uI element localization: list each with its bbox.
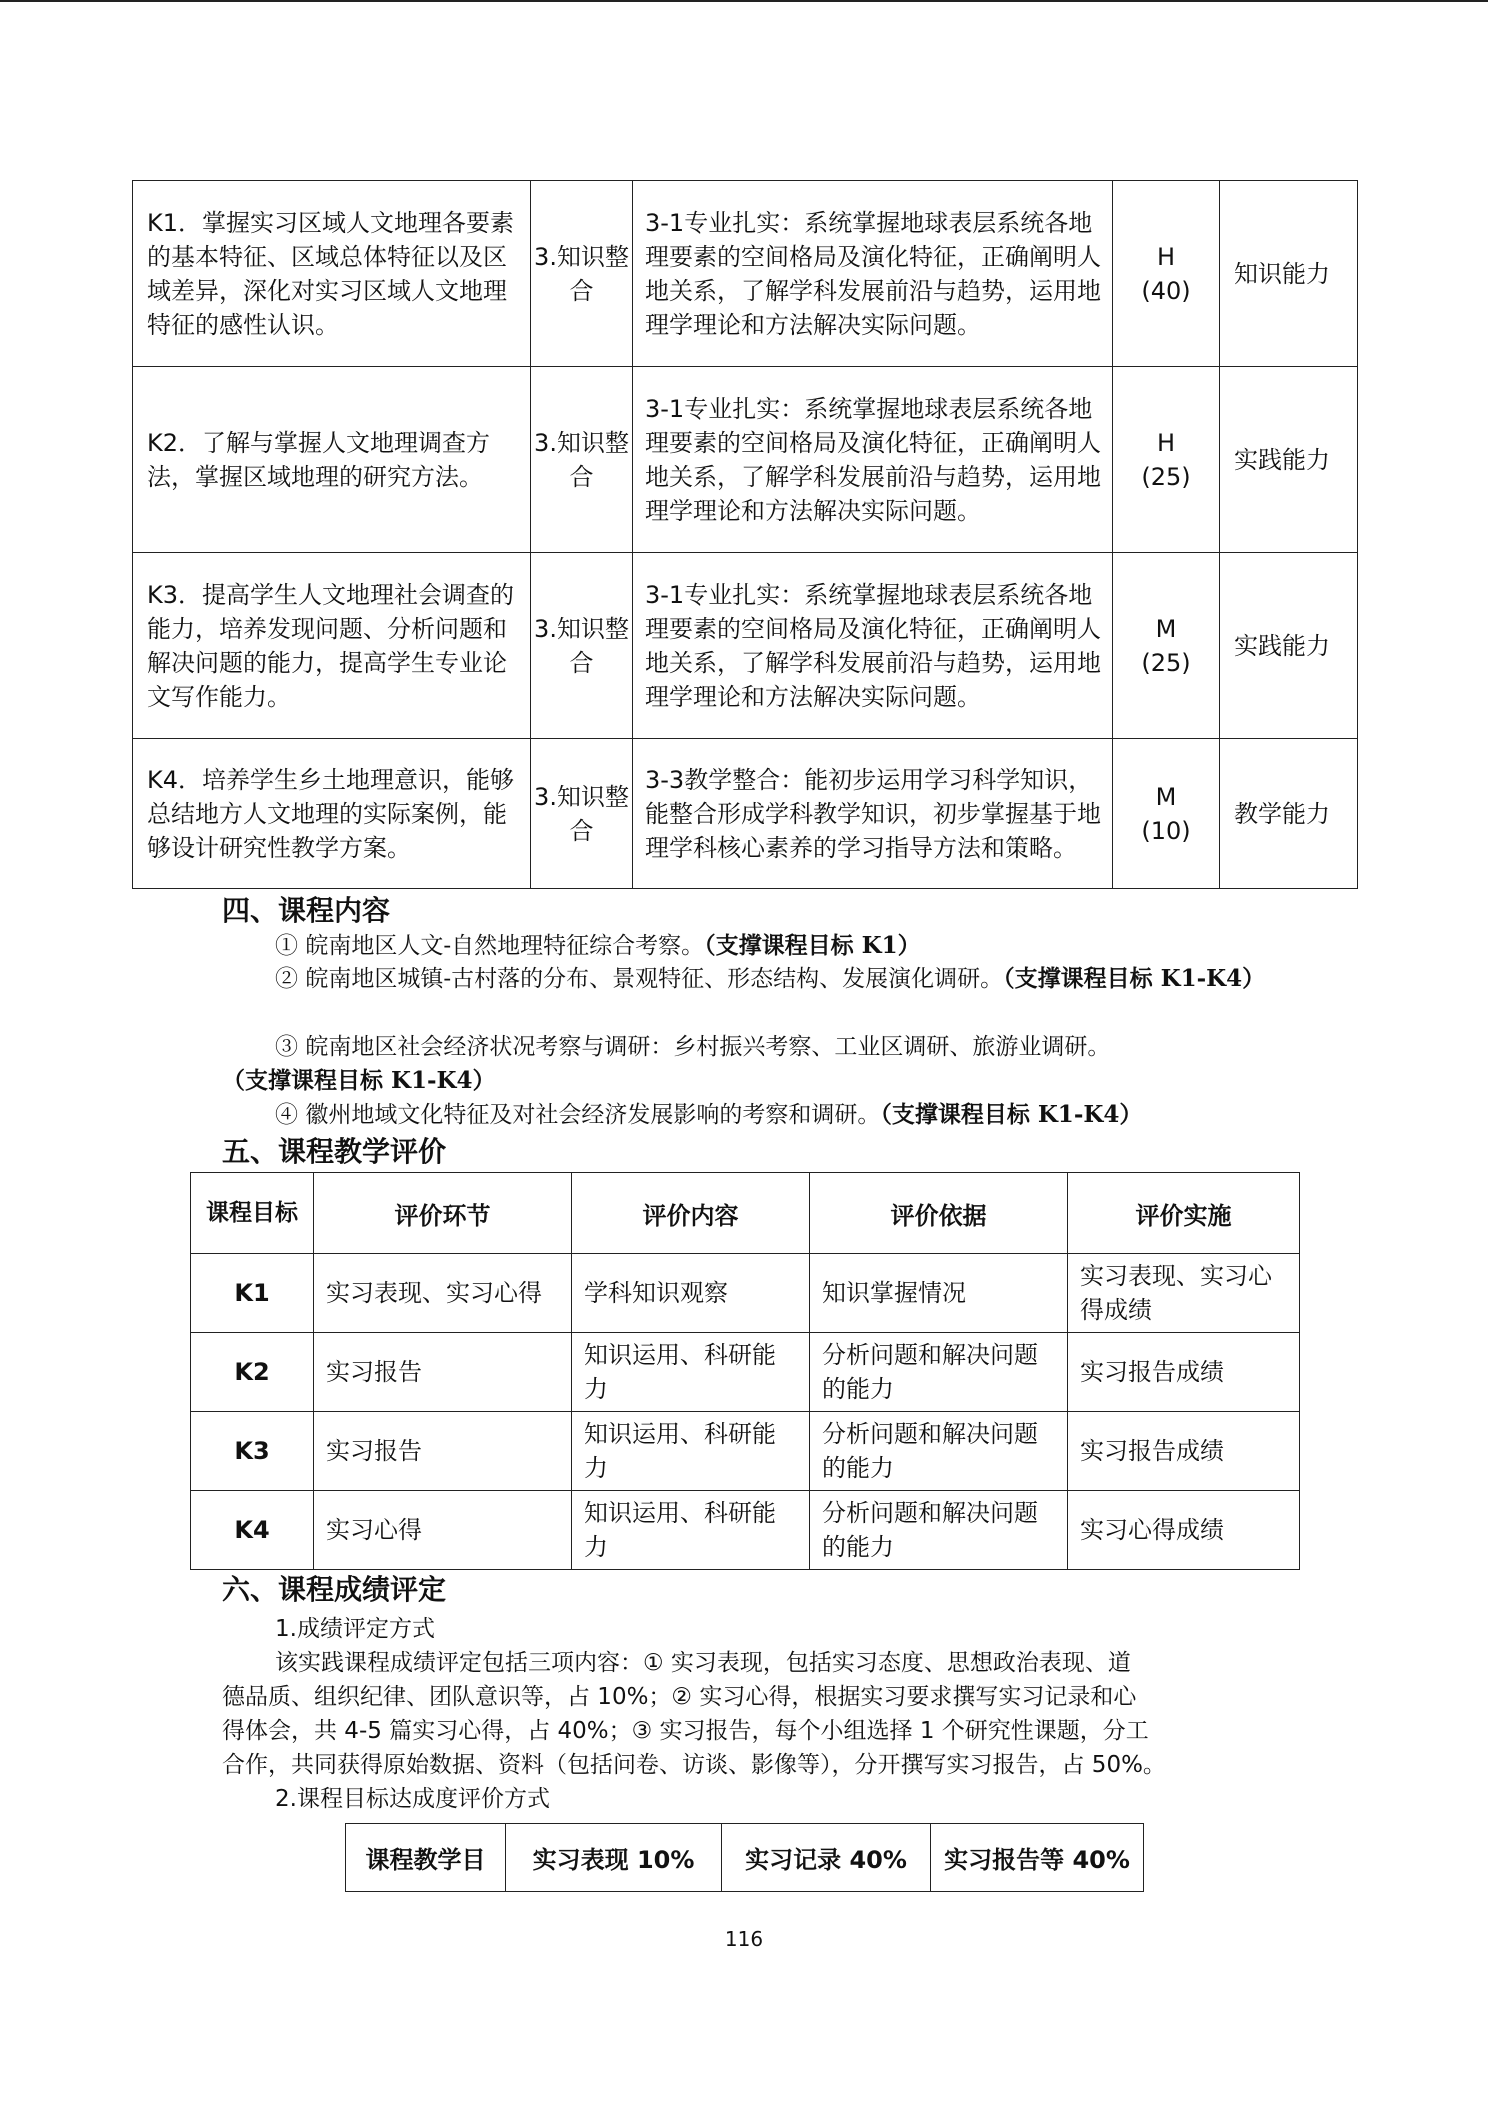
stage-cell: 实习报告	[314, 1412, 572, 1491]
item-text: 皖南地区人文-自然地理特征综合考察。	[305, 933, 705, 959]
table-row	[191, 1412, 1300, 1491]
table-header-row	[346, 1824, 1144, 1892]
table-header-row	[191, 1173, 1300, 1254]
table-row	[191, 1254, 1300, 1333]
content-cell: 知识运用、科研能力	[572, 1412, 810, 1491]
table-row	[133, 739, 1358, 889]
column-header: 课程教学目	[346, 1824, 506, 1892]
column-header: 实习报告等 40%	[931, 1824, 1144, 1892]
section-title-grading: 六、课程成绩评定	[222, 1573, 447, 1606]
implementation-cell: 实习表现、实习心得成绩	[1068, 1254, 1300, 1333]
column-header: 实习表现 10%	[506, 1824, 722, 1892]
weight-value: (25)	[1141, 648, 1191, 677]
weight-value: (25)	[1141, 462, 1191, 491]
objective-cell: K4．培养学生乡土地理意识，能够总结地方人文地理的实际案例，能够设计研究性教学方案。	[133, 739, 531, 889]
objective-code: K2	[191, 1333, 314, 1412]
implementation-cell: 实习报告成绩	[1068, 1412, 1300, 1491]
requirement-cell: 3-1专业扎实：系统掌握地球表层系统各地理要素的空间格局及演化特征，正确阐明人地关系，了解学科发展前沿与趋势，运用地理学理论和方法解决实际问题。	[633, 181, 1113, 367]
weight-value: (40)	[1141, 276, 1191, 305]
ability-cell: 实践能力	[1220, 367, 1358, 553]
objective-cell: K3．提高学生人文地理社会调查的能力，培养发现问题、分析问题和解决问题的能力，提高学生专业论文写作能力。	[133, 553, 531, 739]
table-row	[191, 1333, 1300, 1412]
level-value: M	[1155, 614, 1177, 643]
table-row	[133, 553, 1358, 739]
item-number: ④	[275, 1102, 298, 1128]
level-cell	[1113, 181, 1220, 367]
content-cell: 学科知识观察	[572, 1254, 810, 1333]
ability-cell: 实践能力	[1220, 553, 1358, 739]
content-cell: 知识运用、科研能力	[572, 1333, 810, 1412]
table-row	[191, 1491, 1300, 1570]
basis-cell: 分析问题和解决问题的能力	[810, 1412, 1068, 1491]
item-number: ①	[275, 933, 298, 959]
item-number: ②	[275, 966, 298, 992]
implementation-cell: 实习报告成绩	[1068, 1333, 1300, 1412]
requirement-cell: 3-1专业扎实：系统掌握地球表层系统各地理要素的空间格局及演化特征，正确阐明人地关系，了解学科发展前沿与趋势，运用地理学理论和方法解决实际问题。	[633, 553, 1113, 739]
paragraph-line: 合作，共同获得原始数据、资料（包括问卷、访谈、影像等），分开撰写实习报告，占 50%。	[222, 1752, 1166, 1778]
attainment-table	[345, 1823, 1144, 1892]
objective-cell: K1．掌握实习区域人文地理各要素的基本特征、区域总体特征以及区域差异，深化对实习区域人文地理特征的感性认识。	[133, 181, 531, 367]
content-item-4	[275, 1098, 1142, 1132]
content-cell: 知识运用、科研能力	[572, 1491, 810, 1570]
paragraph-line: 德品质、组织纪律、团队意识等，占 10%；② 实习心得，根据实习要求撰写实习记录和心	[222, 1684, 1137, 1710]
objective-cell: K2．了解与掌握人文地理调查方法，掌握区域地理的研究方法。	[133, 367, 531, 553]
level-value: M	[1155, 782, 1177, 811]
ability-cell: 教学能力	[1220, 739, 1358, 889]
level-cell	[1113, 739, 1220, 889]
section-title-evaluation: 五、课程教学评价	[222, 1135, 447, 1168]
level-value: H	[1156, 242, 1176, 271]
item-text: 皖南地区城镇-古村落的分布、景观特征、形态结构、发展演化调研。	[305, 966, 1004, 992]
table-row	[133, 367, 1358, 553]
requirement-cell: 3-3教学整合：能初步运用学习科学知识，能整合形成学科教学知识，初步掌握基于地理学科核心素养的学习指导方法和策略。	[633, 739, 1113, 889]
content-item-3	[275, 1031, 1110, 1064]
objective-code: K1	[191, 1254, 314, 1333]
column-header: 评价实施	[1068, 1173, 1300, 1254]
ability-cell: 知识能力	[1220, 181, 1358, 367]
paragraph-line: 得体会，共 4-5 篇实习心得，占 40%；③ 实习报告，每个小组选择 1 个研究性课题，分工	[222, 1718, 1149, 1744]
basis-cell: 知识掌握情况	[810, 1254, 1068, 1333]
item-support: （支撑课程目标 K1）	[704, 932, 921, 959]
objective-code: K3	[191, 1412, 314, 1491]
paragraph-line: 该实践课程成绩评定包括三项内容：① 实习表现，包括实习态度、思想政治表现、道	[275, 1650, 1131, 1676]
requirement-cell: 3-1专业扎实：系统掌握地球表层系统各地理要素的空间格局及演化特征，正确阐明人地关系，了解学科发展前沿与趋势，运用地理学理论和方法解决实际问题。	[633, 367, 1113, 553]
top-rule	[0, 0, 1488, 2]
level-value: H	[1156, 428, 1176, 457]
subheading-grading-method: 1.成绩评定方式	[275, 1616, 435, 1642]
column-header: 评价环节	[314, 1173, 572, 1254]
indicator-cell: 3.知识整合	[531, 553, 633, 739]
content-item-1	[275, 929, 921, 963]
item-support: （支撑课程目标 K1-K4）	[880, 1101, 1143, 1128]
column-header: 评价依据	[810, 1173, 1068, 1254]
column-header: 评价内容	[572, 1173, 810, 1254]
section-title-content: 四、课程内容	[222, 894, 391, 927]
basis-cell: 分析问题和解决问题的能力	[810, 1333, 1068, 1412]
indicator-cell: 3.知识整合	[531, 739, 633, 889]
evaluation-table	[190, 1172, 1300, 1570]
item-support: （支撑课程目标 K1-K4）	[222, 1067, 496, 1094]
column-header: 实习记录 40%	[722, 1824, 931, 1892]
level-cell	[1113, 553, 1220, 739]
item-text: 皖南地区社会经济状况考察与调研：乡村振兴考察、工业区调研、旅游业调研。	[305, 1034, 1111, 1060]
stage-cell: 实习心得	[314, 1491, 572, 1570]
item-text: 徽州地域文化特征及对社会经济发展影响的考察和调研。	[305, 1102, 881, 1128]
subheading-attainment-method: 2.课程目标达成度评价方式	[275, 1786, 550, 1812]
column-header: 课程目标	[191, 1173, 314, 1254]
indicator-cell: 3.知识整合	[531, 181, 633, 367]
table-row	[133, 181, 1358, 367]
level-cell	[1113, 367, 1220, 553]
weight-value: (10)	[1141, 816, 1191, 845]
content-item-2	[275, 962, 1265, 996]
objectives-table	[132, 180, 1358, 889]
basis-cell: 分析问题和解决问题的能力	[810, 1491, 1068, 1570]
indicator-cell: 3.知识整合	[531, 367, 633, 553]
stage-cell: 实习报告	[314, 1333, 572, 1412]
item-support: （支撑课程目标 K1-K4）	[1003, 965, 1266, 992]
objective-code: K4	[191, 1491, 314, 1570]
item-number: ③	[275, 1034, 298, 1060]
stage-cell: 实习表现、实习心得	[314, 1254, 572, 1333]
page-number: 116	[724, 1927, 764, 1951]
implementation-cell: 实习心得成绩	[1068, 1491, 1300, 1570]
